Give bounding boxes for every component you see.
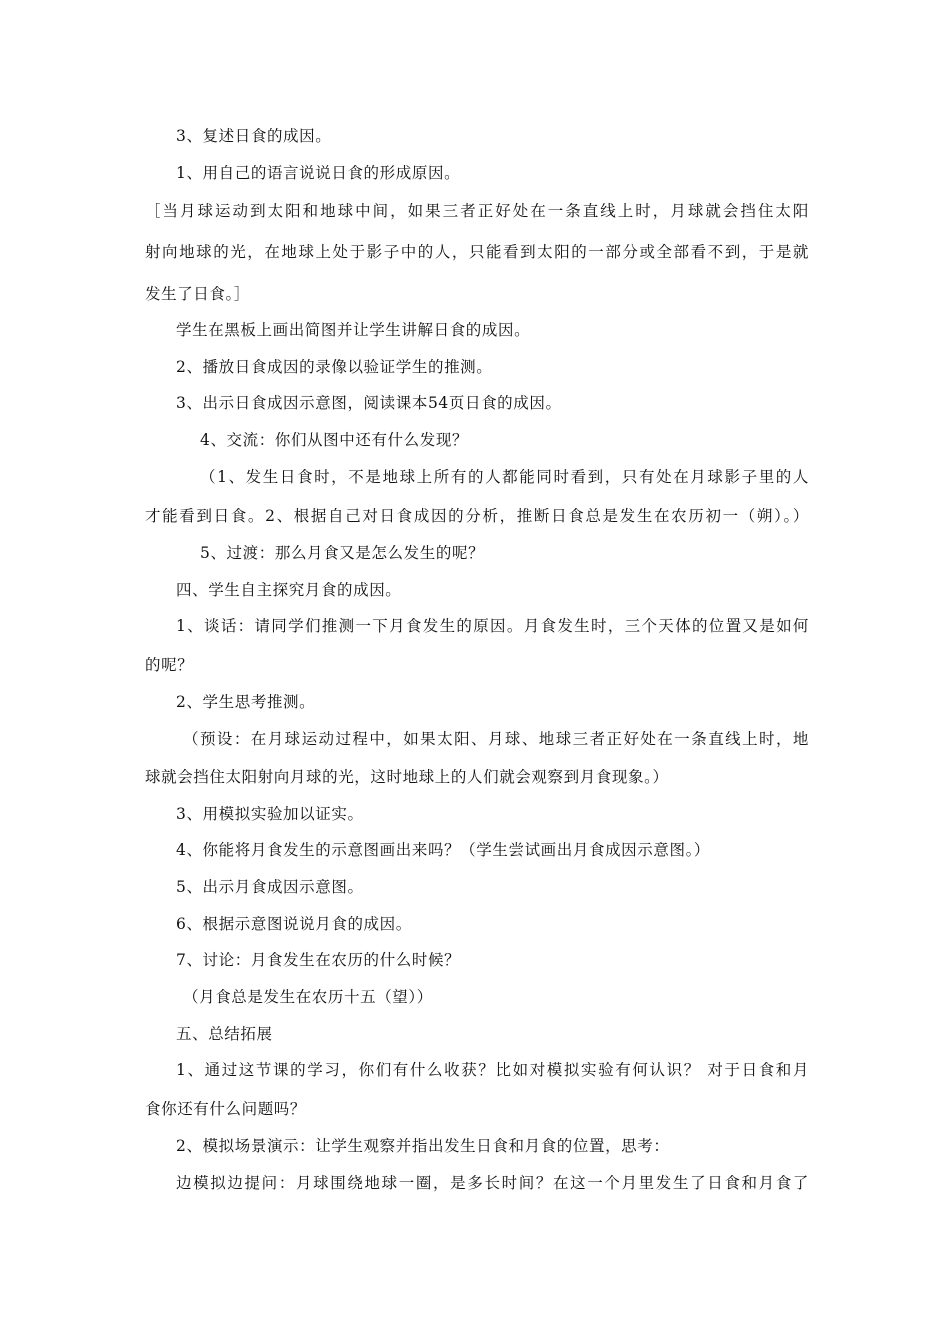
text-line-29: 边模拟边提问：月球围绕地球一圈，是多长时间？在这一个月里发生了日食和月食了 (176, 1174, 809, 1192)
text-line-1: 3、复述日食的成因。 (176, 127, 332, 145)
text-line-6: 学生在黑板上画出简图并让学生讲解日食的成因。 (176, 321, 531, 339)
text-line-14: 1、谈话：请同学们推测一下月食发生的原因。月食发生时，三个天体的位置又是如何 (176, 617, 809, 635)
text-line-19: 3、用模拟实验加以证实。 (176, 805, 364, 823)
text-line-27: 食你还有什么问题吗？ (145, 1100, 307, 1118)
text-line-17: （预设：在月球运动过程中，如果太阳、月球、地球三者正好处在一条直线上时，地 (183, 730, 809, 748)
text-line-20: 4、你能将月食发生的示意图画出来吗？（学生尝试画出月食成因示意图。） (176, 841, 711, 859)
text-line-15: 的呢？ (145, 656, 194, 674)
text-line-3: ［当月球运动到太阳和地球中间，如果三者正好处在一条直线上时，月球就会挡住太阳 (145, 202, 809, 220)
text-line-8: 3、出示日食成因示意图，阅读课本54页日食的成因。 (176, 394, 562, 412)
text-line-26: 1、通过这节课的学习，你们有什么收获？比如对模拟实验有何认识？ 对于日食和月 (176, 1061, 809, 1079)
text-line-24: （月食总是发生在农历十五（望）） (183, 988, 433, 1006)
text-line-4: 射向地球的光，在地球上处于影子中的人，只能看到太阳的一部分或全部看不到，于是就 (145, 243, 809, 261)
text-line-21: 5、出示月食成因示意图。 (176, 878, 364, 896)
text-line-2: 1、用自己的语言说说日食的形成原因。 (176, 164, 461, 182)
text-line-25: 五、总结拓展 (176, 1025, 273, 1043)
text-line-12: 5、过渡：那么月食又是怎么发生的呢？ (200, 544, 485, 562)
text-line-23: 7、讨论：月食发生在农历的什么时候？ (176, 951, 461, 969)
text-line-18: 球就会挡住太阳射向月球的光，这时地球上的人们就会观察到月食现象。） (145, 768, 669, 786)
text-line-16: 2、学生思考推测。 (176, 693, 316, 711)
text-line-22: 6、根据示意图说说月食的成因。 (176, 915, 412, 933)
text-line-5: 发生了日食。］ (145, 285, 250, 303)
text-line-7: 2、播放日食成因的录像以验证学生的推测。 (176, 358, 493, 376)
text-line-9: 4、交流：你们从图中还有什么发现？ (200, 431, 469, 449)
text-line-13: 四、学生自主探究月食的成因。 (176, 581, 402, 599)
text-line-11: 才能看到日食。2、根据自己对日食成因的分析，推断日食总是发生在农历初一（朔）。） (145, 507, 809, 525)
text-line-28: 2、模拟场景演示：让学生观察并指出发生日食和月食的位置，思考： (176, 1137, 670, 1155)
text-line-10: （1、发生日食时，不是地球上所有的人都能同时看到，只有处在月球影子里的人 (200, 468, 809, 486)
